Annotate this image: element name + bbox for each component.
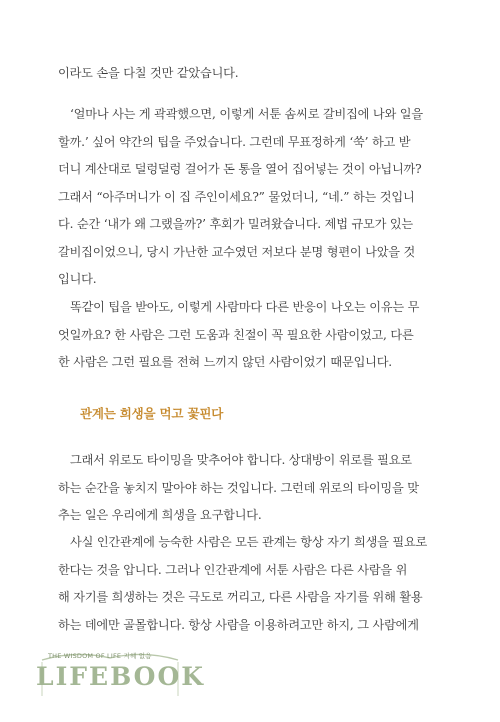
text-line: 똑같이 팁을 받아도, 이렇게 사람마다 다른 반응이 나오는 이유는 무 xyxy=(70,300,420,314)
text-line: 이라도 손을 다칠 것만 같았습니다. xyxy=(58,66,239,80)
text-line: 추는 일은 우리에게 희생을 요구합니다. xyxy=(58,508,262,522)
text-line: 한다는 것을 압니다. 그러나 인간관계에 서툰 사람은 다른 사람을 위 xyxy=(58,562,408,577)
lifebook-logo xyxy=(36,648,205,708)
text-line: 입니다. xyxy=(58,272,97,286)
text-line: 갈비집이었으니, 당시 가난한 교수였던 저보다 분명 형편이 나았을 것 xyxy=(58,244,416,259)
paragraph-5 xyxy=(58,529,442,639)
paragraph-4 xyxy=(58,447,442,530)
text-line: 다. 순간 ‘내가 왜 그랬을까?’ 후회가 밀려왔습니다. 제법 규모가 있는 xyxy=(58,217,413,231)
text-line: 더니 계산대로 덜렁덜렁 걸어가 돈 통을 열어 집어넣는 것이 아닙니까? xyxy=(58,162,422,176)
logo-title: LIFEBOOK xyxy=(36,662,205,691)
text-line: 한 사람은 그런 필요를 전혀 느끼지 않던 사람이었기 때문입니다. xyxy=(58,355,392,369)
section-heading: 관계는 희생을 먹고 꽃핀다 xyxy=(80,406,224,421)
text-line: 하는 데에만 골몰합니다. 항상 사람을 이용하려고만 하지, 그 사람에게 xyxy=(58,617,419,632)
text-line: 그래서 “아주머니가 이 집 주인이세요?” 물었더니, “네.” 하는 것입니 xyxy=(58,189,415,204)
paragraph-1 xyxy=(58,60,442,88)
text-line: ‘얼마나 사는 게 곽곽했으면, 이렇게 서툰 솜씨로 갈비집에 나와 일을 xyxy=(70,107,423,121)
text-line: 해 자기를 희생하는 것은 극도로 꺼리고, 다른 사람을 자기를 위해 활용 xyxy=(58,590,423,604)
paragraph-3 xyxy=(58,294,442,377)
text-line: 하는 순간을 놓치지 말아야 하는 것입니다. 그런데 위로의 타이밍을 맞 xyxy=(58,480,419,495)
logo-subtitle: THE WISDOM OF LIFE 지혜 없음 xyxy=(48,652,152,660)
text-line: 사실 인간관계에 능숙한 사람은 모든 관계는 항상 자기 희생을 필요로 xyxy=(70,535,428,549)
text-line: 그래서 위로도 타이밍을 맞추어야 합니다. 상대방이 위로를 필요로 xyxy=(70,453,412,467)
text-line: 엇일까요? 한 사람은 그런 도움과 친절이 꼭 필요한 사람이었고, 다른 xyxy=(58,327,414,342)
paragraph-2 xyxy=(58,101,442,294)
text-line: 할까.’ 싶어 약간의 팁을 주었습니다. 그런데 무표정하게 ‘쑥’ 하고 받 xyxy=(58,134,411,149)
